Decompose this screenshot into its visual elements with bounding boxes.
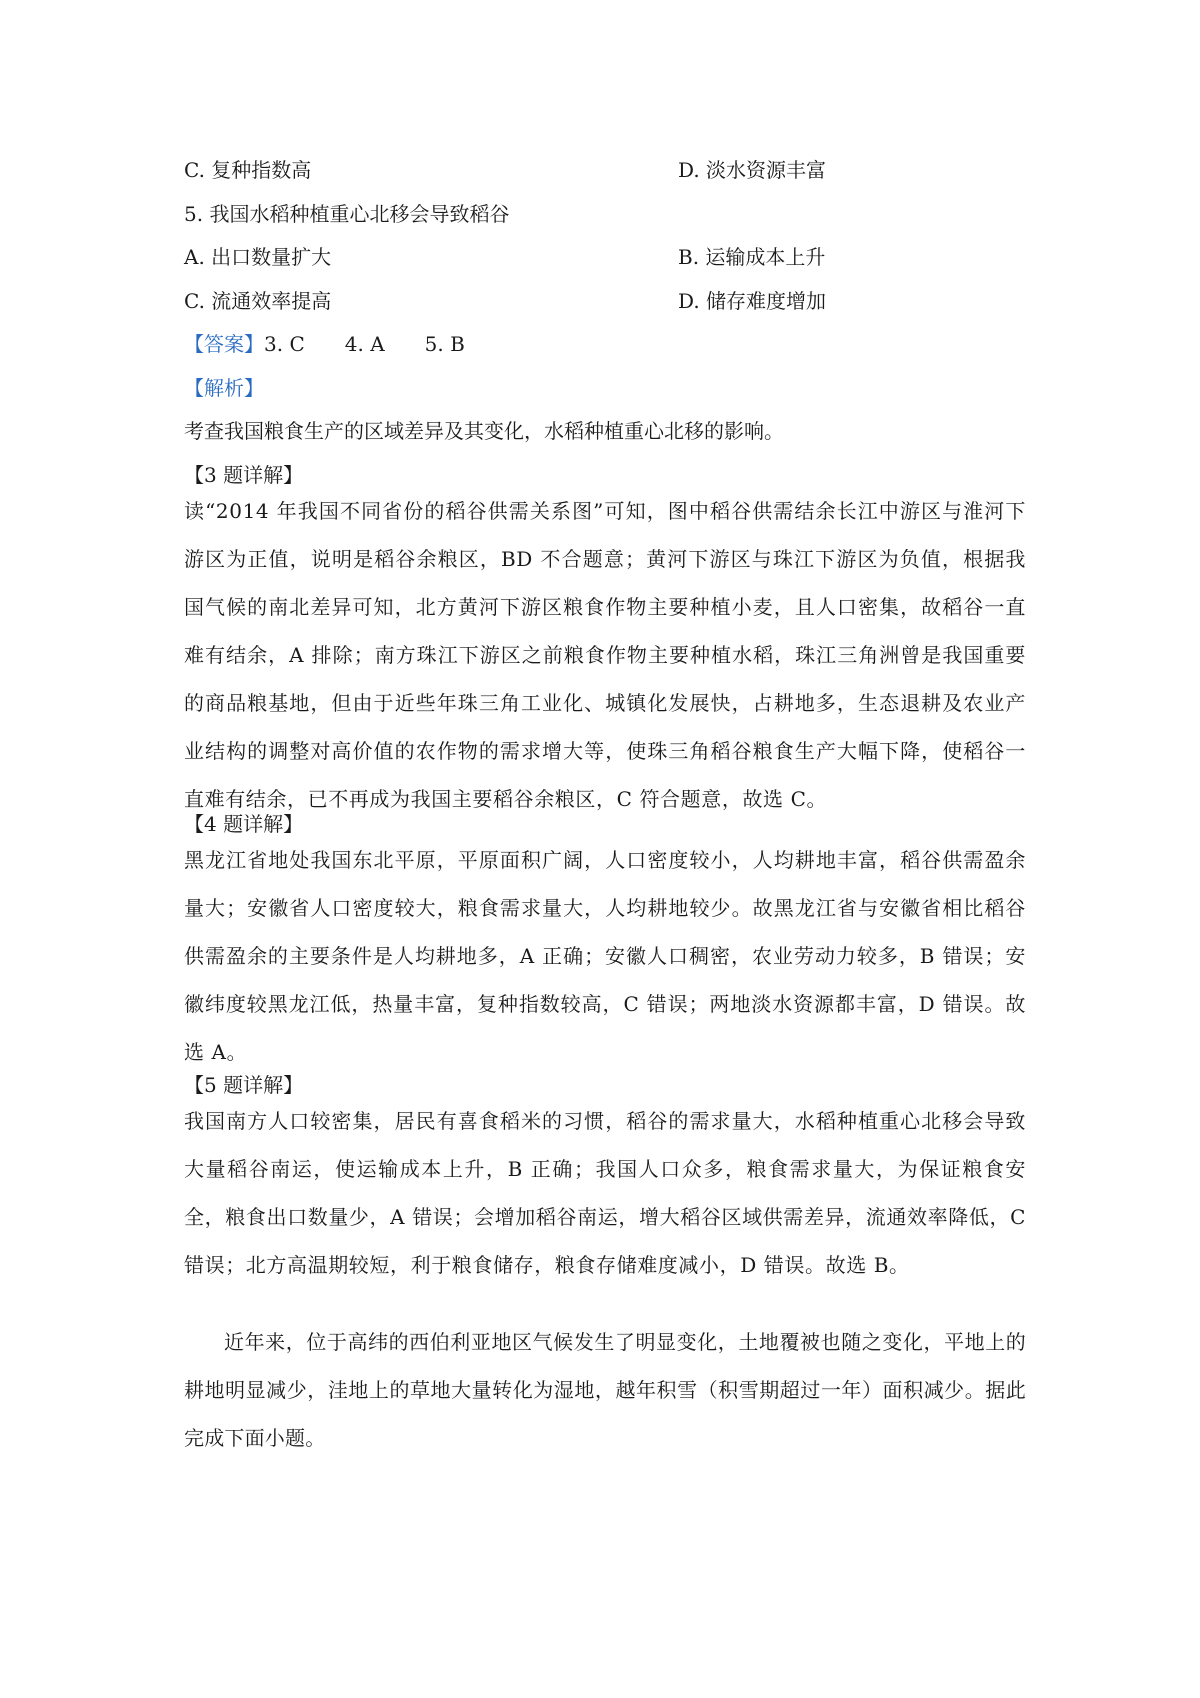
analysis-summary: 考查我国粮食生产的区域差异及其变化，水稻种植重心北移的影响。 <box>184 419 784 443</box>
detail-3-heading: 【3 题详解】 <box>184 463 304 487</box>
option-q4-c: C. 复种指数高 <box>184 158 312 182</box>
detail-4-heading: 【4 题详解】 <box>184 812 304 836</box>
detail-4-text: 黑龙江省地处我国东北平原，平原面积广阔，人口密度较小，人均耕地丰富，稻谷供需盈余量大；安徽省人口密度较大，粮食需求量大，人均耕地较少。故黑龙江省与安徽省相比稻谷供需盈余的主要条件是人均耕地多，A 正确；安徽人口稠密，农业劳动力较多，B 错误；安徽纬度较黑龙江低，热量丰富，复种指数较高，C 错误；两地淡水资源都丰富，D 错误。故选 A。 <box>184 848 1026 1064</box>
answer-tag: 【答案】 <box>184 332 264 356</box>
analysis-tag <box>184 374 264 402</box>
option-q5-c: C. 流通效率提高 <box>184 289 332 313</box>
analysis-tag-text: 【解析】 <box>184 376 264 400</box>
answer-line <box>184 330 465 358</box>
answer-4: 4. A <box>344 332 385 356</box>
material-paragraph: 近年来，位于高纬的西伯利亚地区气候发生了明显变化，土地覆被也随之变化，平地上的耕地明显减少，洼地上的草地大量转化为湿地，越年积雪（积雪期超过一年）面积减少。据此完成下面小题。 <box>184 1330 1026 1450</box>
option-q5-a: A. 出口数量扩大 <box>184 245 332 269</box>
detail-5-text: 我国南方人口较密集，居民有喜食稻米的习惯，稻谷的需求量大，水稻种植重心北移会导致大量稻谷南运，使运输成本上升，B 正确；我国人口众多，粮食需求量大，为保证粮食安全，粮食出口数量少，A 错误；会增加稻谷南运，增大稻谷区域供需差异，流通效率降低，C 错误；北方高温期较短，利于粮食储存，粮食存储难度减小，D 错误。故选 B。 <box>184 1109 1026 1277</box>
option-q5-d: D. 储存难度增加 <box>678 289 827 313</box>
question-5-stem: 5. 我国水稻种植重心北移会导致稻谷 <box>184 202 510 226</box>
detail-5-heading: 【5 题详解】 <box>184 1073 304 1097</box>
detail-3-text: 读“2014 年我国不同省份的稻谷供需关系图”可知，图中稻谷供需结余长江中游区与淮河下游区为正值，说明是稻谷余粮区，BD 不合题意；黄河下游区与珠江下游区为负值，根据我国气候的南北差异可知，北方黄河下游区粮食作物主要种植小麦，且人口密集，故稻谷一直难有结余，A 排除；南方珠江下游区之前粮食作物主要种植水稻，珠江三角洲曾是我国重要的商品粮基地，但由于近些年珠三角工业化、城镇化发展快，占耕地多，生态退耕及农业产业结构的调整对高价值的农作物的需求增大等，使珠三角稻谷粮食生产大幅下降，使稻谷一直难有结余，已不再成为我国主要稻谷余粮区，C 符合题意，故选 C。 <box>184 499 1026 811</box>
answer-3: 3. C <box>264 332 305 356</box>
option-q4-d: D. 淡水资源丰富 <box>678 158 827 182</box>
option-q5-b: B. 运输成本上升 <box>678 245 826 269</box>
answer-5: 5. B <box>424 332 465 356</box>
